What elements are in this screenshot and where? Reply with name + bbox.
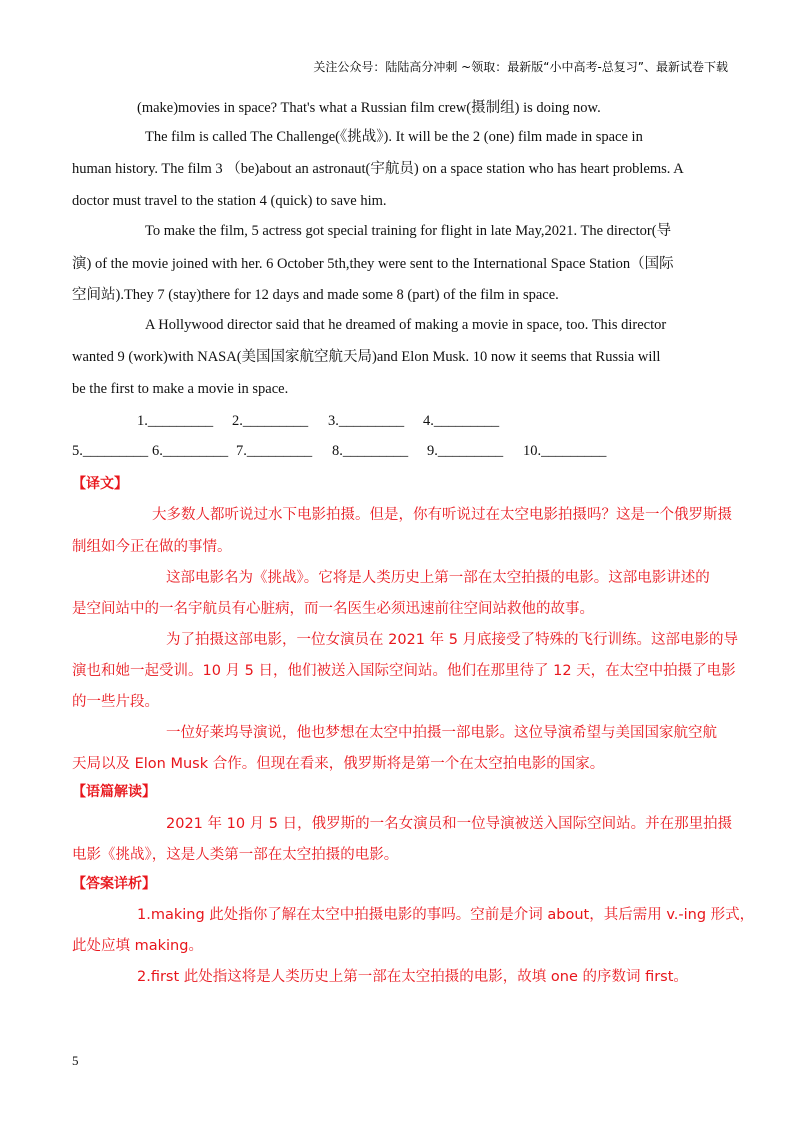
translation-line-3: 这部电影名为《挑战》。它将是人类历史上第一部在太空拍摄的电影。这部电影讲述的 (166, 570, 710, 586)
translation-line-6: 演也和她一起受训。10 月 5 日，他们被送入国际空间站。他们在那里待了 12 天，在太空中拍摄了电影 (72, 663, 736, 679)
translation-line-8: 一位好莱坞导演说，他也梦想在太空中拍摄一部电影。这位导演希望与美国国家航空航 (166, 725, 717, 741)
answer-blank-5: 5._________ (72, 443, 149, 459)
translation-line-2: 制组如今正在做的事情。 (72, 539, 232, 555)
explanation-line-2: 此处应填 making。 (72, 938, 203, 954)
explanation-line-3: 2.first 此处指这将是人类历史上第一部在太空拍摄的电影，故填 one 的序数词 first。 (137, 969, 688, 985)
translation-heading: 【译文】 (72, 476, 128, 492)
answer-blank-7: 7._________ (236, 443, 313, 459)
translation-line-1: 大多数人都听说过水下电影拍摄。但是，你有听说过在太空电影拍摄吗？这是一个俄罗斯摄 (152, 507, 732, 523)
translation-line-4: 是空间站中的一名宇航员有心脏病，而一名医生必须迅速前往空间站救他的故事。 (72, 601, 594, 617)
discourse-heading: 【语篇解读】 (72, 784, 156, 800)
passage-line-3: human history. The film 3 （be)about an astronaut(宇航员) on a space station who has heart problems. A (72, 161, 684, 177)
passage-line-9: wanted 9 (work)with NASA(美国国家航空航天局)and Elon Musk. 10 now it seems that Russia will (72, 349, 661, 365)
translation-line-7: 的一些片段。 (72, 694, 159, 710)
passage-line-5: To make the film, 5 actress got special training for flight in late May,2021. The director(导 (145, 223, 672, 239)
answer-blank-6: 6._________ (152, 443, 229, 459)
answer-blank-1: 1._________ (137, 413, 214, 429)
passage-line-8: A Hollywood director said that he dreamed of making a movie in space, too. This director (145, 317, 667, 333)
passage-line-6: 演) of the movie joined with her. 6 October 5th,they were sent to the International Space Station（国际 (72, 256, 674, 272)
explanation-line-1: 1.making 此处指你了解在太空中拍摄电影的事吗。空前是介词 about，其后需用 v.-ing 形式， (137, 907, 755, 923)
passage-line-1: (make)movies in space? That's what a Russian film crew(摄制组) is doing now. (137, 100, 601, 116)
page-number: 5 (72, 1053, 79, 1068)
passage-line-10: be the first to make a movie in space. (72, 381, 289, 397)
answer-blank-2: 2._________ (232, 413, 309, 429)
answer-blank-10: 10._________ (523, 443, 607, 459)
translation-line-5: 为了拍摄这部电影，一位女演员在 2021 年 5 月底接受了特殊的飞行训练。这部电影的导 (166, 632, 739, 648)
discourse-line-2: 电影《挑战》，这是人类第一部在太空拍摄的电影。 (72, 847, 399, 863)
explanation-heading: 【答案详析】 (72, 876, 156, 892)
passage-line-4: doctor must travel to the station 4 (quick) to save him. (72, 193, 387, 209)
passage-line-2: The film is called The Challenge(《挑战》). It will be the 2 (one) film made in space in (145, 129, 643, 145)
translation-line-9: 天局以及 Elon Musk 合作。但现在看来，俄罗斯将是第一个在太空拍电影的国家。 (72, 756, 605, 772)
page-header: 关注公众号：陆陆高分冲刺 ~领取：最新版“小中高考-总复习”、最新试卷下载 (313, 60, 728, 74)
answer-blank-3: 3._________ (328, 413, 405, 429)
passage-line-7: 空间站).They 7 (stay)there for 12 days and made some 8 (part) of the film in space. (72, 287, 559, 303)
discourse-line-1: 2021 年 10 月 5 日，俄罗斯的一名女演员和一位导演被送入国际空间站。并在那里拍摄 (166, 816, 733, 832)
answer-blank-8: 8._________ (332, 443, 409, 459)
answer-blank-4: 4._________ (423, 413, 500, 429)
answer-blank-9: 9._________ (427, 443, 504, 459)
